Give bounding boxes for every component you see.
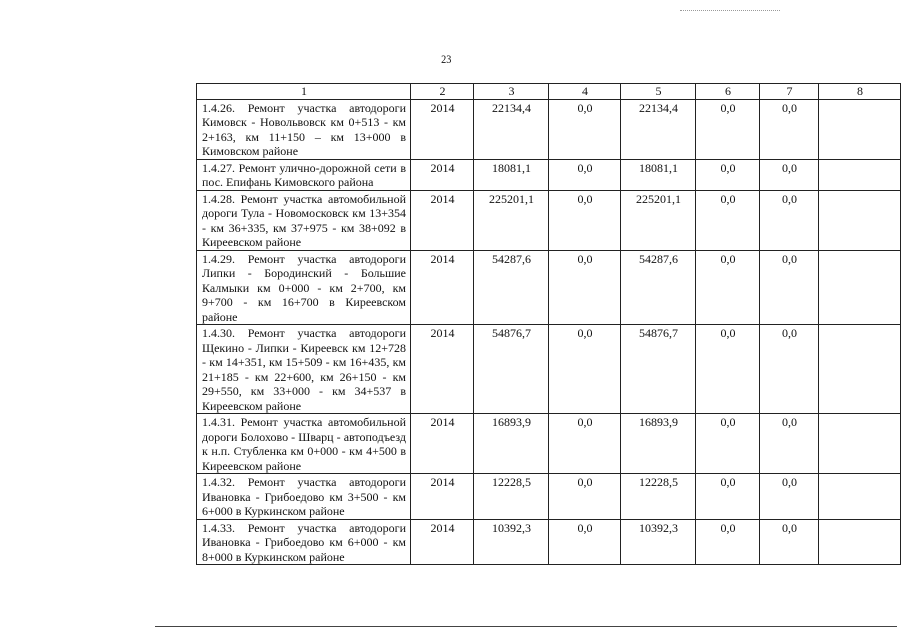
year-cell: 2014 [411,474,474,520]
value-cell: 0,0 [549,474,621,520]
table-row [197,250,901,325]
value-cell: 0,0 [549,99,621,159]
table-row [197,519,901,565]
year-cell: 2014 [411,325,474,414]
page-number: 23 [441,52,452,66]
value-cell: 0,0 [549,414,621,474]
column-header: 1 [197,84,411,100]
value-cell: 0,0 [760,325,819,414]
work-name-cell: 1.4.33. Ремонт участка автодороги Ивановка - Грибоедово км 6+000 - км 8+000 в Куркинском районе [197,519,411,565]
value-cell: 54876,7 [621,325,696,414]
work-name-cell: 1.4.28. Ремонт участка автомобильной дороги Тула - Новомосковск км 13+354 - км 36+335, км 37+975 - км 38+092 в Киреевском районе [197,190,411,250]
value-cell: 54876,7 [474,325,549,414]
value-cell: 0,0 [760,99,819,159]
column-header: 8 [819,84,901,100]
value-cell: 0,0 [696,190,760,250]
column-header: 2 [411,84,474,100]
value-cell [819,99,901,159]
table-row [197,190,901,250]
column-header: 3 [474,84,549,100]
value-cell [819,474,901,520]
value-cell: 22134,4 [621,99,696,159]
bottom-rule [155,626,897,627]
value-cell: 0,0 [760,414,819,474]
value-cell: 12228,5 [474,474,549,520]
value-cell: 0,0 [696,99,760,159]
value-cell: 0,0 [696,519,760,565]
column-header: 7 [760,84,819,100]
table-row [197,325,901,414]
scan-marks [680,10,780,13]
work-name-cell: 1.4.32. Ремонт участка автодороги Ивановка - Грибоедово км 3+500 - км 6+000 в Куркинском районе [197,474,411,520]
value-cell: 0,0 [549,159,621,190]
table-row [197,474,901,520]
year-cell: 2014 [411,414,474,474]
table-row [197,414,901,474]
year-cell: 2014 [411,519,474,565]
column-header: 4 [549,84,621,100]
value-cell [819,190,901,250]
value-cell [819,159,901,190]
value-cell: 54287,6 [474,250,549,325]
work-name-cell: 1.4.26. Ремонт участка автодороги Кимовск - Новольвовск км 0+513 - км 2+163, км 11+150 – км 13+000 в Кимовском районе [197,99,411,159]
value-cell: 0,0 [760,250,819,325]
value-cell: 16893,9 [474,414,549,474]
value-cell: 225201,1 [621,190,696,250]
value-cell: 0,0 [760,474,819,520]
value-cell: 10392,3 [474,519,549,565]
work-name-cell: 1.4.30. Ремонт участка автодороги Щекино - Липки - Киреевск км 12+728 - км 14+351, км 15+509 - км 16+435, км 21+185 - км 22+600, км 26+150 - км 29+550, км 33+000 - км 34+537 в Киреевском районе [197,325,411,414]
table-header-row [197,84,901,100]
value-cell: 0,0 [549,325,621,414]
value-cell: 22134,4 [474,99,549,159]
value-cell: 0,0 [696,325,760,414]
value-cell: 0,0 [760,159,819,190]
value-cell: 12228,5 [621,474,696,520]
work-name-cell: 1.4.27. Ремонт улично-дорожной сети в пос. Епифань Кимовского района [197,159,411,190]
value-cell: 0,0 [696,414,760,474]
year-cell: 2014 [411,190,474,250]
year-cell: 2014 [411,250,474,325]
value-cell: 0,0 [760,190,819,250]
value-cell: 10392,3 [621,519,696,565]
value-cell: 16893,9 [621,414,696,474]
year-cell: 2014 [411,99,474,159]
works-table [196,83,901,565]
value-cell: 0,0 [696,250,760,325]
value-cell: 0,0 [760,519,819,565]
value-cell: 0,0 [549,519,621,565]
value-cell: 0,0 [549,250,621,325]
column-header: 6 [696,84,760,100]
value-cell [819,414,901,474]
value-cell [819,519,901,565]
work-name-cell: 1.4.31. Ремонт участка автомобильной дороги Болохово - Шварц - автоподъезд к н.п. Стубленка км 0+000 - км 4+500 в Киреевском районе [197,414,411,474]
value-cell [819,250,901,325]
column-header: 5 [621,84,696,100]
value-cell: 0,0 [696,474,760,520]
value-cell: 54287,6 [621,250,696,325]
table-row [197,99,901,159]
work-name-cell: 1.4.29. Ремонт участка автодороги Липки - Бородинский - Большие Калмыки км 0+000 - км 2+700, км 9+700 - км 16+700 в Киреевском районе [197,250,411,325]
table-row [197,159,901,190]
value-cell: 0,0 [696,159,760,190]
year-cell: 2014 [411,159,474,190]
value-cell: 225201,1 [474,190,549,250]
value-cell: 18081,1 [474,159,549,190]
value-cell [819,325,901,414]
value-cell: 0,0 [549,190,621,250]
value-cell: 18081,1 [621,159,696,190]
